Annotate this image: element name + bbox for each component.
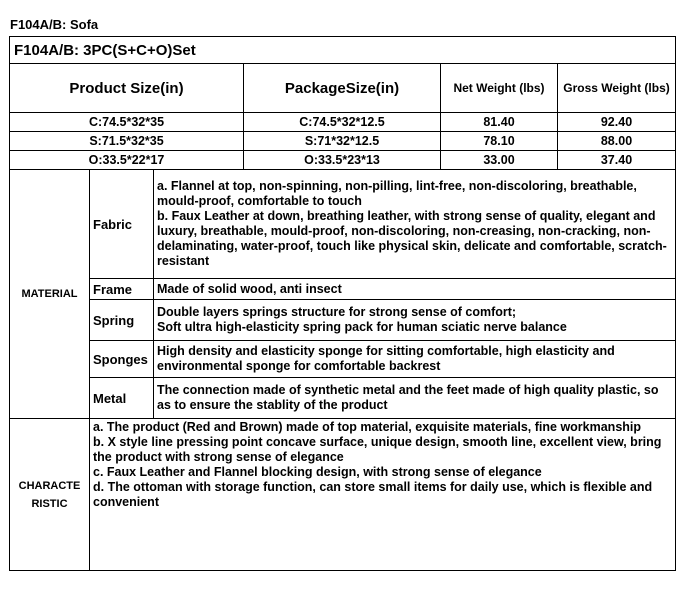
title-row — [10, 37, 676, 64]
material-sponges-row — [10, 341, 676, 378]
spring-text — [154, 300, 676, 341]
net-weight-cell: 78.10 — [441, 132, 558, 151]
header-product-size: Product Size(in) — [10, 64, 244, 113]
text-line: a. Flannel at top, non-spinning, non-pilling, lint-free, non-discoloring, breathable, mould-proof, comfortable to touch — [157, 179, 637, 208]
package-size-cell: C:74.5*32*12.5 — [244, 113, 441, 132]
fabric-label: Fabric — [90, 170, 154, 279]
characteristic-text — [90, 419, 676, 571]
frame-label: Frame — [90, 279, 154, 300]
fabric-text — [154, 170, 676, 279]
material-metal-row — [10, 378, 676, 419]
text-line: Double layers springs structure for strong sense of comfort; — [157, 305, 517, 319]
gross-weight-cell: 37.40 — [558, 151, 676, 170]
spec-table — [9, 36, 676, 571]
metal-text: The connection made of synthetic metal and the feet made of high quality plastic, so as to ensure the stablity of the product — [154, 378, 676, 419]
sponges-text: High density and elasticity sponge for sitting comfortable, high elasticity and environmental sponge for comfortable backrest — [154, 341, 676, 378]
set-title: F104A/B: 3PC(S+C+O)Set — [10, 37, 676, 64]
net-weight-cell: 33.00 — [441, 151, 558, 170]
product-size-cell: O:33.5*22*17 — [10, 151, 244, 170]
header-row — [10, 64, 676, 113]
header-gross-weight: Gross Weight (lbs) — [558, 64, 676, 113]
material-label: MATERIAL — [10, 170, 90, 419]
metal-label: Metal — [90, 378, 154, 419]
spec-sheet — [9, 36, 675, 571]
table-row — [10, 151, 676, 170]
gross-weight-cell: 92.40 — [558, 113, 676, 132]
net-weight-cell: 81.40 — [441, 113, 558, 132]
page-caption: F104A/B: Sofa — [10, 17, 99, 32]
product-size-cell: S:71.5*32*35 — [10, 132, 244, 151]
sponges-label: Sponges — [90, 341, 154, 378]
table-row — [10, 132, 676, 151]
spring-label: Spring — [90, 300, 154, 341]
characteristic-item: d. The ottoman with storage function, can store small items for daily use, which is flexible and convenient — [93, 480, 653, 509]
product-size-cell: C:74.5*32*35 — [10, 113, 244, 132]
characteristic-label-line: RISTIC — [31, 497, 68, 510]
frame-text: Made of solid wood, anti insect — [154, 279, 676, 300]
material-fabric-row — [10, 170, 676, 279]
gross-weight-cell: 88.00 — [558, 132, 676, 151]
characteristic-item: b. X style line pressing point concave surface, unique design, smooth line, excellent view, bring the product with strong sense of elegance — [93, 435, 662, 464]
package-size-cell: O:33.5*23*13 — [244, 151, 441, 170]
characteristic-label — [10, 419, 90, 571]
header-package-size: PackageSize(in) — [244, 64, 441, 113]
characteristic-label-line: CHARACTE — [18, 479, 81, 492]
characteristic-item: a. The product (Red and Brown) made of top material, exquisite materials, fine workmanship — [93, 420, 642, 434]
header-net-weight: Net Weight (lbs) — [441, 64, 558, 113]
material-spring-row — [10, 300, 676, 341]
material-frame-row — [10, 279, 676, 300]
text-line: b. Faux Leather at down, breathing leather, with strong sense of quality, elegant and luxury, breathable, mould-proof, non-discoloring, non-creasing, non-cracking, non-delaminating, water-proof, touch like physical skin, delicate and comfortable, scratch-resistant — [157, 209, 667, 268]
characteristic-row — [10, 419, 676, 571]
characteristic-item: c. Faux Leather and Flannel blocking design, with strong sense of elegance — [93, 465, 542, 479]
text-line: Soft ultra high-elasticity spring pack for human sciatic nerve balance — [157, 320, 567, 334]
package-size-cell: S:71*32*12.5 — [244, 132, 441, 151]
table-row — [10, 113, 676, 132]
